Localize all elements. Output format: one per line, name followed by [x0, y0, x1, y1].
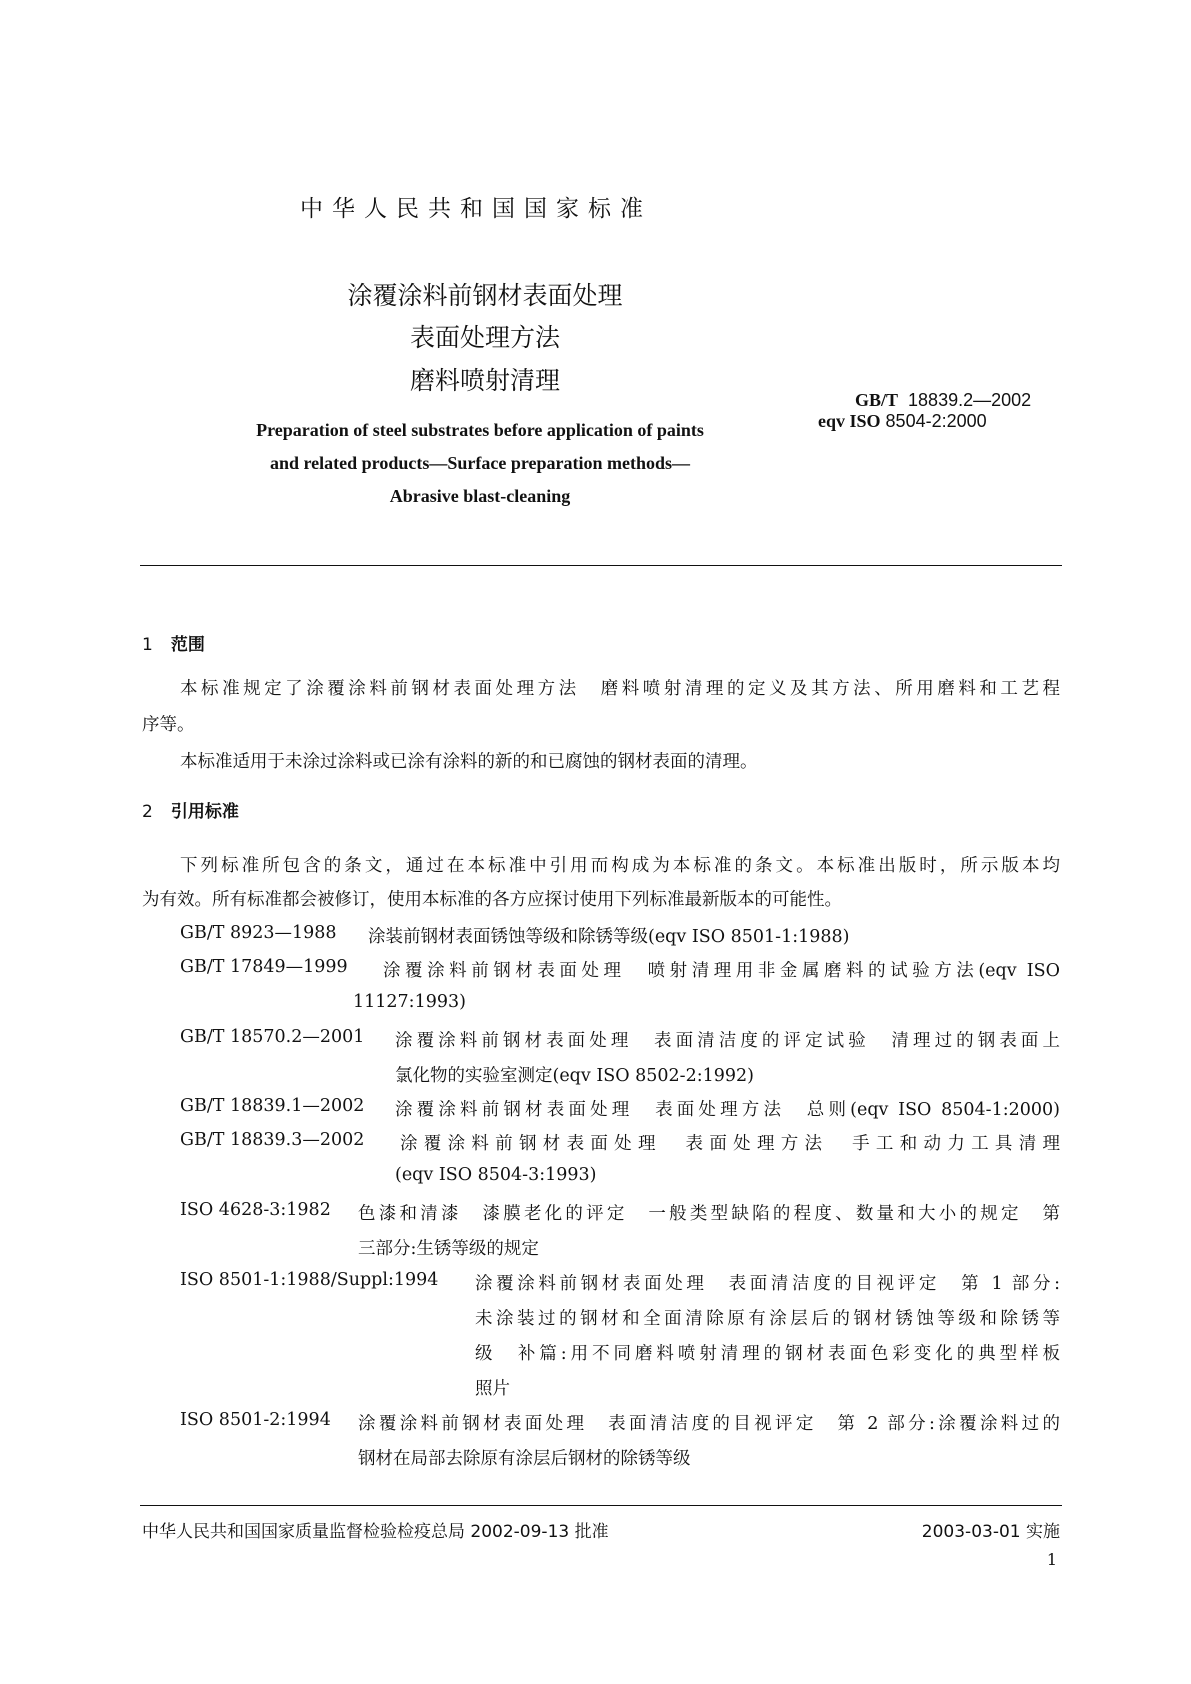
reference-code: ISO 4628-3:1982: [180, 1200, 331, 1220]
section-number: 2: [142, 802, 153, 822]
section-title: 引用标准: [170, 802, 239, 822]
gb-number: 18839.2—2002: [908, 390, 1032, 410]
reference-code: GB/T 8923—1988: [180, 923, 337, 943]
header-divider: [140, 565, 1062, 566]
eqv-prefix: eqv ISO: [818, 411, 881, 431]
reference-title: 级 补篇:用不同磨料喷射清理的钢材表面色彩变化的典型样板: [475, 1344, 1060, 1364]
reference-title: 涂覆涂料前钢材表面处理 表面处理方法 总则(eqv ISO 8504-1:2000): [395, 1100, 1060, 1120]
gb-prefix: GB/T: [855, 390, 899, 410]
equivalent-code: [818, 411, 987, 432]
page-number: 1: [1046, 1550, 1057, 1569]
reference-title: 涂覆涂料前钢材表面处理 表面清洁度的目视评定 第 1 部分:: [475, 1274, 1060, 1294]
reference-title: 涂覆涂料前钢材表面处理 表面清洁度的目视评定 第 2 部分:涂覆涂料过的: [358, 1414, 1060, 1434]
paragraph-line: 为有效。所有标准都会被修订，使用本标准的各方应探讨使用下列标准最新版本的可能性。: [142, 890, 842, 910]
paragraph-line: 下列标准所包含的条文，通过在本标准中引用而构成为本标准的条文。本标准出版时，所示版本均: [180, 856, 1060, 876]
paragraph-line: 本标准适用于未涂过涂料或已涂有涂料的新的和已腐蚀的钢材表面的清理。: [180, 752, 758, 772]
reference-title: 涂覆涂料前钢材表面处理 表面清洁度的评定试验 清理过的钢表面上: [395, 1031, 1060, 1051]
standard-code: [855, 390, 1031, 411]
reference-title: (eqv ISO 8504-3:1993): [395, 1165, 597, 1185]
reference-title: 色漆和清漆 漆膜老化的评定 一般类型缺陷的程度、数量和大小的规定 第: [358, 1204, 1060, 1224]
standard-type-heading: 中华人民共和国国家标准: [300, 196, 652, 222]
reference-code: GB/T 18570.2—2001: [180, 1027, 365, 1047]
reference-code: ISO 8501-2:1994: [180, 1410, 331, 1430]
reference-code: ISO 8501-1:1988/Suppl:1994: [180, 1270, 439, 1290]
paragraph-line: 序等。: [142, 715, 195, 735]
title-cn-line-1: 涂覆涂料前钢材表面处理: [347, 281, 623, 310]
reference-title: 氯化物的实验室测定(eqv ISO 8502-2:1992): [395, 1066, 754, 1086]
reference-title: 三部分:生锈等级的规定: [358, 1239, 539, 1259]
section-title: 范围: [170, 635, 205, 655]
title-cn-line-3: 磨料喷射清理: [409, 366, 560, 395]
reference-code: GB/T 18839.3—2002: [180, 1130, 365, 1150]
reference-title: 涂覆涂料前钢材表面处理 表面处理方法 手工和动力工具清理: [400, 1134, 1060, 1154]
paragraph-line: 本标准规定了涂覆涂料前钢材表面处理方法 磨料喷射清理的定义及其方法、所用磨料和工艺程: [180, 679, 1060, 699]
section-1-heading: [142, 630, 205, 655]
title-en-line-2: and related products—Surface preparation methods—: [269, 453, 690, 473]
title-cn-line-2: 表面处理方法: [409, 323, 560, 352]
eqv-number: 8504-2:2000: [885, 411, 987, 431]
title-en-line-3: Abrasive blast-cleaning: [389, 486, 571, 506]
reference-title: 涂覆涂料前钢材表面处理 喷射清理用非金属磨料的试验方法(eqv ISO: [383, 961, 1060, 981]
reference-title: 照片: [475, 1379, 510, 1399]
section-2-heading: [142, 797, 239, 822]
reference-title: 未涂装过的钢材和全面清除原有涂层后的钢材锈蚀等级和除锈等: [475, 1309, 1060, 1329]
reference-code: GB/T 17849—1999: [180, 957, 348, 977]
title-en-line-1: Preparation of steel substrates before application of paints: [256, 420, 704, 440]
footer-divider: [140, 1505, 1062, 1506]
reference-title: 涂装前钢材表面锈蚀等级和除锈等级(eqv ISO 8501-1:1988): [368, 927, 850, 947]
approval-info: 中华人民共和国国家质量监督检验检疫总局 2002-09-13 批准: [142, 1522, 609, 1542]
reference-title: 钢材在局部去除原有涂层后钢材的除锈等级: [358, 1449, 691, 1469]
section-number: 1: [142, 635, 153, 655]
effective-date: 2003-03-01 实施: [921, 1522, 1060, 1542]
reference-title: 11127:1993): [353, 992, 466, 1012]
reference-code: GB/T 18839.1—2002: [180, 1096, 365, 1116]
